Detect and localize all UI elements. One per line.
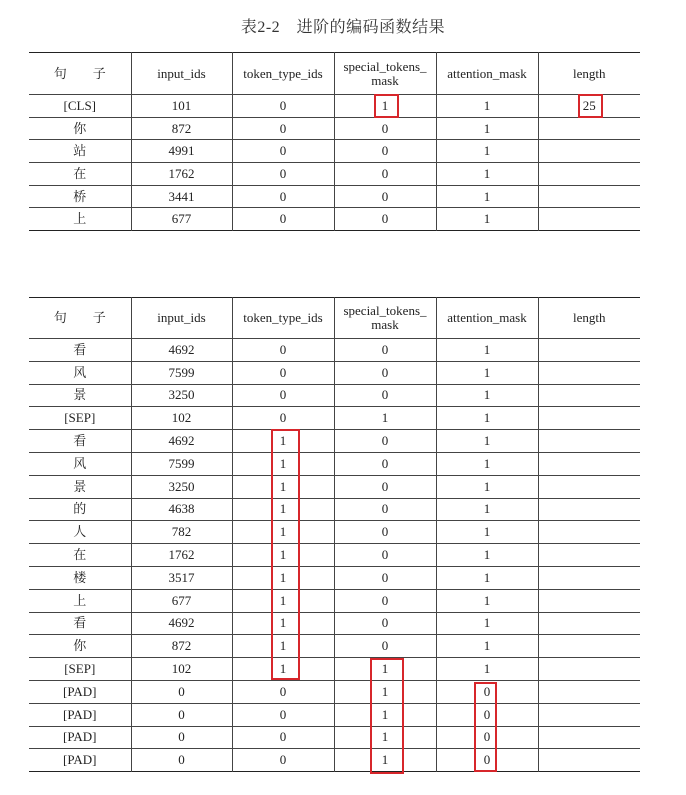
cell-special-tokens-mask: 1 [334,95,436,118]
cell-input-ids: 3441 [131,185,232,208]
cell-attention-mask: 1 [436,566,538,589]
table-row [29,95,640,118]
cell-input-ids: 872 [131,117,232,140]
table-row [29,703,640,726]
cell-token-type-ids: 0 [232,208,334,231]
table-row [29,544,640,567]
header-length: length [538,298,640,339]
table-row [29,452,640,475]
cell-attention-mask: 0 [436,749,538,772]
cell-sentence: 看 [29,339,131,362]
cell-attention-mask: 1 [436,384,538,407]
cell-attention-mask: 1 [436,658,538,681]
cell-input-ids: 3250 [131,384,232,407]
cell-token-type-ids: 1 [232,544,334,567]
cell-length [538,339,640,362]
cell-token-type-ids: 0 [232,361,334,384]
cell-input-ids: 677 [131,208,232,231]
cell-attention-mask: 1 [436,185,538,208]
cell-sentence: 楼 [29,566,131,589]
cell-special-tokens-mask: 1 [334,749,436,772]
cell-sentence: [PAD] [29,726,131,749]
header-sentence: 句 子 [29,298,131,339]
cell-sentence: 上 [29,589,131,612]
cell-special-tokens-mask: 0 [334,566,436,589]
cell-token-type-ids: 0 [232,117,334,140]
cell-token-type-ids: 0 [232,339,334,362]
cell-attention-mask: 1 [436,635,538,658]
cell-token-type-ids: 0 [232,140,334,163]
cell-special-tokens-mask: 0 [334,185,436,208]
table-caption: 表2-2 进阶的编码函数结果 [240,19,446,36]
cell-token-type-ids: 0 [232,384,334,407]
cell-sentence: 人 [29,521,131,544]
table-header-row [29,298,640,339]
cell-input-ids: 872 [131,635,232,658]
cell-length [538,384,640,407]
header-input-ids: input_ids [131,53,232,95]
cell-input-ids: 1762 [131,544,232,567]
cell-special-tokens-mask: 0 [334,430,436,453]
cell-special-tokens-mask: 1 [334,680,436,703]
cell-attention-mask: 1 [436,140,538,163]
cell-input-ids: 4991 [131,140,232,163]
cell-length [538,703,640,726]
cell-sentence: 风 [29,361,131,384]
table-row [29,475,640,498]
cell-length [538,185,640,208]
cell-input-ids: 0 [131,680,232,703]
cell-input-ids: 0 [131,726,232,749]
cell-special-tokens-mask: 1 [334,703,436,726]
cell-attention-mask: 1 [436,475,538,498]
table-row [29,361,640,384]
cell-length [538,566,640,589]
cell-sentence: [PAD] [29,749,131,772]
cell-special-tokens-mask: 0 [334,117,436,140]
table-row [29,589,640,612]
cell-input-ids: 4692 [131,430,232,453]
cell-input-ids: 7599 [131,361,232,384]
cell-attention-mask: 1 [436,361,538,384]
header-special-tokens-mask: special_tokens_mask [334,53,436,95]
cell-length [538,163,640,186]
cell-attention-mask: 1 [436,544,538,567]
cell-sentence: [PAD] [29,703,131,726]
header-attention-mask: attention_mask [436,53,538,95]
cell-attention-mask: 1 [436,208,538,231]
cell-token-type-ids: 1 [232,475,334,498]
cell-token-type-ids: 0 [232,749,334,772]
cell-length [538,635,640,658]
cell-input-ids: 102 [131,407,232,430]
table-row [29,384,640,407]
cell-length [538,680,640,703]
cell-sentence: 上 [29,208,131,231]
cell-token-type-ids: 0 [232,703,334,726]
cell-token-type-ids: 1 [232,452,334,475]
cell-special-tokens-mask: 0 [334,635,436,658]
table-row [29,612,640,635]
header-token-type-ids: token_type_ids [232,298,334,339]
cell-length [538,544,640,567]
encoding-table-2 [29,297,640,772]
cell-attention-mask: 0 [436,703,538,726]
cell-special-tokens-mask: 0 [334,475,436,498]
cell-attention-mask: 1 [436,430,538,453]
table-row [29,726,640,749]
cell-special-tokens-mask: 0 [334,589,436,612]
cell-special-tokens-mask: 0 [334,163,436,186]
cell-token-type-ids: 1 [232,566,334,589]
cell-input-ids: 4692 [131,612,232,635]
cell-special-tokens-mask: 0 [334,140,436,163]
cell-attention-mask: 1 [436,498,538,521]
cell-length [538,612,640,635]
cell-length [538,589,640,612]
cell-token-type-ids: 0 [232,163,334,186]
cell-length [538,521,640,544]
cell-token-type-ids: 1 [232,521,334,544]
cell-input-ids: 677 [131,589,232,612]
table-row [29,658,640,681]
cell-sentence: 看 [29,612,131,635]
cell-token-type-ids: 0 [232,726,334,749]
cell-token-type-ids: 1 [232,635,334,658]
cell-attention-mask: 0 [436,680,538,703]
table-row [29,635,640,658]
header-special-tokens-mask: special_tokens_mask [334,298,436,339]
cell-input-ids: 4638 [131,498,232,521]
cell-token-type-ids: 1 [232,658,334,681]
table-row [29,185,640,208]
header-input-ids: input_ids [131,298,232,339]
cell-token-type-ids: 0 [232,95,334,118]
table-row [29,140,640,163]
cell-attention-mask: 1 [436,163,538,186]
cell-length [538,140,640,163]
cell-input-ids: 1762 [131,163,232,186]
cell-sentence: [SEP] [29,407,131,430]
table-row [29,521,640,544]
cell-sentence: [CLS] [29,95,131,118]
cell-input-ids: 3517 [131,566,232,589]
cell-sentence: 桥 [29,185,131,208]
cell-attention-mask: 1 [436,117,538,140]
table-row [29,749,640,772]
table-row [29,407,640,430]
cell-special-tokens-mask: 0 [334,361,436,384]
cell-length [538,361,640,384]
table-row [29,339,640,362]
table-row [29,566,640,589]
cell-attention-mask: 1 [436,407,538,430]
cell-token-type-ids: 0 [232,407,334,430]
cell-input-ids: 7599 [131,452,232,475]
header-token-type-ids: token_type_ids [232,53,334,95]
header-length: length [538,53,640,95]
table-row [29,208,640,231]
cell-token-type-ids: 1 [232,589,334,612]
cell-sentence: 的 [29,498,131,521]
cell-special-tokens-mask: 0 [334,339,436,362]
cell-attention-mask: 1 [436,589,538,612]
cell-length [538,749,640,772]
cell-length [538,498,640,521]
table-row [29,117,640,140]
cell-length [538,208,640,231]
cell-length [538,430,640,453]
cell-special-tokens-mask: 0 [334,452,436,475]
cell-attention-mask: 1 [436,452,538,475]
cell-token-type-ids: 1 [232,498,334,521]
cell-input-ids: 3250 [131,475,232,498]
cell-length [538,407,640,430]
cell-length [538,475,640,498]
cell-sentence: 看 [29,430,131,453]
cell-sentence: 站 [29,140,131,163]
header-sentence: 句 子 [29,53,131,95]
cell-special-tokens-mask: 1 [334,726,436,749]
cell-sentence: [PAD] [29,680,131,703]
cell-attention-mask: 1 [436,612,538,635]
cell-sentence: 风 [29,452,131,475]
cell-attention-mask: 0 [436,726,538,749]
cell-input-ids: 4692 [131,339,232,362]
table-row [29,163,640,186]
cell-special-tokens-mask: 0 [334,521,436,544]
cell-token-type-ids: 1 [232,612,334,635]
encoding-table-1 [29,52,640,231]
cell-token-type-ids: 0 [232,185,334,208]
cell-special-tokens-mask: 0 [334,498,436,521]
cell-sentence: 你 [29,117,131,140]
cell-length [538,658,640,681]
table-row [29,498,640,521]
cell-special-tokens-mask: 0 [334,544,436,567]
header-attention-mask: attention_mask [436,298,538,339]
cell-sentence: [SEP] [29,658,131,681]
cell-length: 25 [538,95,640,118]
cell-length [538,452,640,475]
cell-input-ids: 0 [131,703,232,726]
cell-sentence: 景 [29,384,131,407]
cell-attention-mask: 1 [436,521,538,544]
cell-sentence: 你 [29,635,131,658]
cell-length [538,726,640,749]
cell-sentence: 在 [29,163,131,186]
cell-attention-mask: 1 [436,95,538,118]
cell-token-type-ids: 1 [232,430,334,453]
cell-length [538,117,640,140]
cell-attention-mask: 1 [436,339,538,362]
cell-special-tokens-mask: 1 [334,407,436,430]
table-row [29,680,640,703]
cell-token-type-ids: 0 [232,680,334,703]
cell-special-tokens-mask: 1 [334,658,436,681]
table-header-row [29,53,640,95]
cell-sentence: 景 [29,475,131,498]
cell-special-tokens-mask: 0 [334,208,436,231]
cell-special-tokens-mask: 0 [334,384,436,407]
cell-special-tokens-mask: 0 [334,612,436,635]
cell-input-ids: 101 [131,95,232,118]
table-row [29,430,640,453]
cell-input-ids: 102 [131,658,232,681]
cell-input-ids: 0 [131,749,232,772]
cell-input-ids: 782 [131,521,232,544]
cell-sentence: 在 [29,544,131,567]
